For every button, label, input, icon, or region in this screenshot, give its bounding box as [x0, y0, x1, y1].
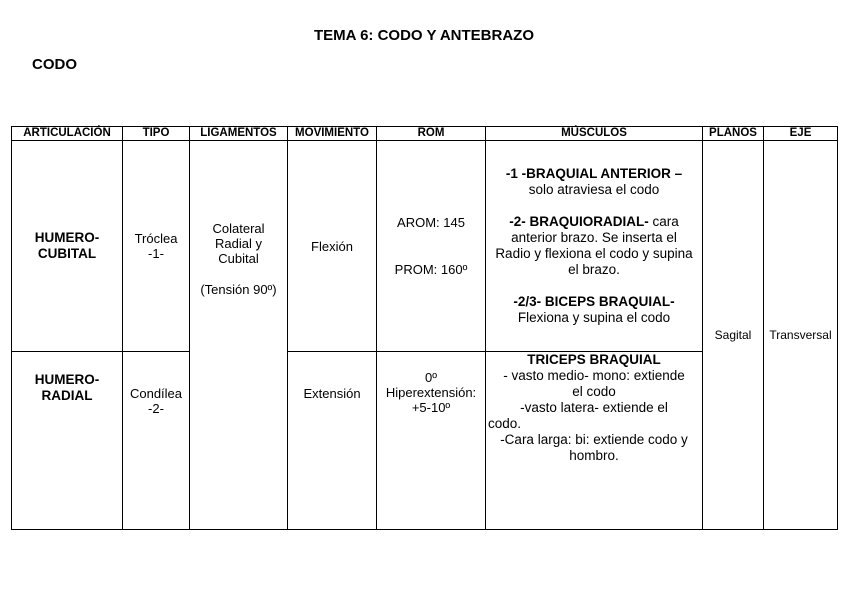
articulacion-cell — [12, 141, 123, 352]
rom-line: Hiperextensión: — [385, 385, 477, 400]
muscle-desc: -vasto latera- extiende el — [520, 400, 668, 415]
rom-line: 0º — [425, 370, 437, 385]
articulacion-line: HUMERO- — [34, 372, 100, 387]
movimiento-text: Flexión — [311, 238, 353, 254]
header-musculos: MÚSCULOS — [486, 127, 703, 141]
muscle-desc: solo atraviesa el codo — [528, 182, 660, 197]
page-title: TEMA 6: CODO Y ANTEBRAZO — [313, 27, 534, 44]
muscle-desc: Radio y flexiona el codo y supina — [495, 246, 693, 261]
rom-line: +5-10º — [411, 400, 451, 415]
eje-text: Transversal — [769, 328, 832, 342]
muscle-desc: Flexiona y supina el codo — [517, 310, 671, 325]
table-row — [12, 141, 838, 352]
tipo-cell — [123, 352, 190, 530]
rom-line: AROM: 145 — [397, 215, 465, 230]
articulacion-line: CUBITAL — [37, 246, 97, 261]
muscle-desc: - vasto medio- mono: extiende — [503, 368, 685, 383]
tipo-line: Tróclea — [134, 231, 178, 246]
musculos-cell — [486, 141, 703, 352]
muscle-desc: el brazo. — [568, 262, 620, 277]
muscle-desc: el codo — [572, 384, 616, 399]
header-articulacion: ARTICULACIÓN — [12, 127, 123, 141]
ligamentos-cell — [190, 141, 288, 530]
tipo-line: Condílea — [129, 386, 183, 401]
ligamentos-line: (Tensión 90º) — [200, 282, 277, 297]
header-planos: PLANOS — [703, 127, 764, 141]
muscle-name: -1 -BRAQUIAL ANTERIOR – — [505, 166, 683, 181]
muscle-desc: codo. — [488, 416, 522, 431]
tipo-cell — [123, 141, 190, 352]
header-ligamentos: LIGAMENTOS — [190, 127, 288, 141]
elbow-joint-table — [11, 126, 838, 530]
rom-cell — [377, 352, 486, 530]
planos-cell — [703, 141, 764, 530]
header-eje: EJE — [764, 127, 838, 141]
musculos-cell — [486, 352, 703, 530]
muscle-desc: hombro. — [569, 448, 619, 463]
ligamentos-line: Colateral — [212, 221, 265, 236]
muscle-desc: -Cara larga: bi: extiende codo y — [500, 432, 688, 447]
muscle-desc: anterior brazo. Se inserta el — [511, 230, 677, 245]
rom-line: PROM: 160º — [394, 262, 468, 277]
muscle-name: -2/3- BICEPS BRAQUIAL- — [513, 294, 675, 309]
section-heading: CODO — [32, 56, 77, 73]
muscle-desc: cara — [648, 214, 679, 229]
movimiento-cell — [288, 141, 377, 352]
header-movimiento: MOVIMIENTO — [288, 127, 377, 141]
tipo-line: -1- — [148, 246, 164, 261]
ligamentos-line: Radial y — [215, 236, 262, 251]
table-header-row — [12, 127, 838, 141]
movimiento-cell — [288, 352, 377, 530]
ligamentos-line: Cubital — [218, 251, 259, 266]
tipo-line: -2- — [148, 401, 164, 416]
articulacion-cell — [12, 352, 123, 530]
muscle-name: -2- BRAQUIORADIAL- — [509, 214, 649, 229]
header-rom: ROM — [377, 127, 486, 141]
planos-text: Sagital — [714, 328, 752, 342]
articulacion-line: RADIAL — [41, 388, 93, 403]
header-tipo: TIPO — [123, 127, 190, 141]
eje-cell — [764, 141, 838, 530]
rom-cell — [377, 141, 486, 352]
muscle-name: TRICEPS BRAQUIAL — [527, 352, 661, 367]
movimiento-text: Extensión — [303, 386, 361, 401]
articulacion-line: HUMERO- — [34, 230, 100, 245]
